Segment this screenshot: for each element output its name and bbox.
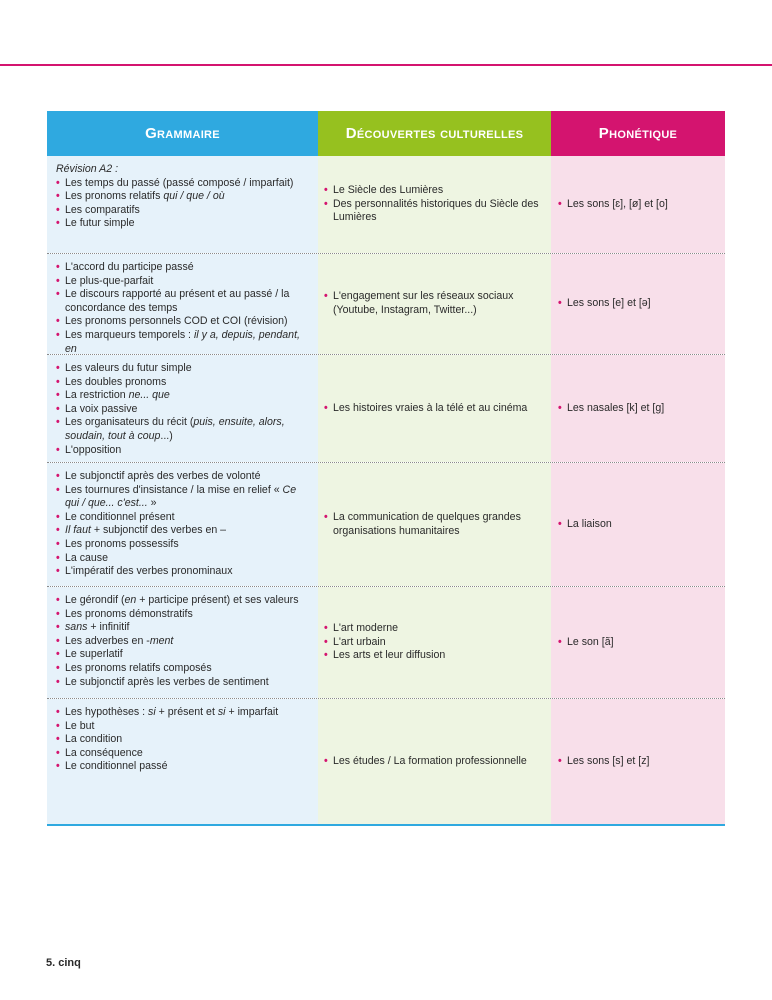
phonetique-cell (551, 587, 725, 698)
grammaire-item (56, 538, 310, 552)
phonetique-cell (551, 699, 725, 824)
text-segment: Le superlatif (65, 648, 123, 661)
text-segment: Les hypothèses : (65, 706, 149, 718)
revision-label: Révision A2 : (56, 163, 119, 175)
grammaire-item (56, 416, 310, 443)
phonetique-item: • Les sons [ɛ], [ø] et [o] (558, 198, 668, 212)
text-segment: Le but (65, 719, 95, 732)
grammaire-item (56, 389, 310, 403)
text-segment: si (217, 706, 226, 718)
text-segment: Les comparatifs (65, 203, 140, 216)
table-row (47, 156, 725, 254)
text-segment: La conséquence (65, 746, 143, 759)
text-segment: Il faut (65, 524, 91, 537)
text-segment: ment (149, 634, 174, 647)
culture-item: • Le Siècle des Lumières (324, 184, 543, 198)
culture-item: • Des personnalités historiques du Siècle des Lumières (324, 198, 543, 225)
grammaire-item (56, 177, 293, 191)
text-segment: Les doubles pronoms (65, 375, 167, 388)
page-number: 5. cinq (46, 957, 81, 969)
text-segment: » (147, 497, 157, 510)
grammaire-cell (47, 156, 318, 253)
grammaire-item (56, 511, 310, 525)
text-segment: Les pronoms relatifs composés (65, 661, 212, 674)
grammaire-item (56, 217, 293, 231)
phonetique-cell (551, 355, 725, 462)
grammaire-item (56, 470, 310, 484)
grammaire-cell (47, 587, 318, 698)
text-segment: Le conditionnel passé (65, 760, 168, 773)
text-segment: Le gérondif ( (65, 594, 125, 606)
text-segment: Le futur simple (65, 217, 135, 230)
grammaire-item (56, 648, 299, 662)
grammaire-item (56, 662, 299, 676)
grammaire-item (56, 376, 310, 390)
phonetique-item: • Les sons [s] et [z] (558, 755, 649, 769)
text-segment: ...) (160, 429, 173, 442)
text-segment: L'opposition (65, 443, 122, 456)
grammaire-item (56, 552, 310, 566)
decouvertes-cell (318, 254, 551, 354)
text-segment: puis, ensuite, alors, soudain, tout à coup (65, 416, 285, 442)
culture-item: • Les arts et leur diffusion (324, 649, 445, 663)
grammaire-item (56, 261, 310, 275)
phonetique-item: • Les nasales [k] et [g] (558, 402, 664, 416)
header-grammaire: Grammaire (47, 111, 318, 156)
text-segment: La restriction (65, 389, 129, 402)
grammaire-item (56, 190, 293, 204)
culture-item: • Les études / La formation professionnelle (324, 755, 527, 769)
text-segment: qui / que / où (163, 190, 225, 203)
text-segment: Les tournures d'insistance / la mise en relief « (65, 483, 283, 496)
grammaire-item (56, 315, 310, 329)
header-decouvertes-culturelles: Découvertes culturelles (318, 111, 551, 156)
grammaire-cell (47, 463, 318, 586)
text-segment: Les valeurs du futur simple (65, 362, 192, 374)
culture-item: • L'engagement sur les réseaux sociaux (Youtube, Instagram, Twitter...) (324, 290, 543, 317)
text-segment: Les marqueurs temporels : (65, 328, 194, 341)
phonetique-cell (551, 156, 725, 253)
text-segment: Les adverbes en - (65, 634, 150, 647)
text-segment: Le conditionnel présent (65, 510, 175, 523)
text-segment: Les pronoms personnels COD et COI (révision) (65, 315, 288, 328)
text-segment: La cause (65, 551, 108, 564)
text-segment: en (124, 594, 137, 606)
grammaire-item (56, 747, 278, 761)
grammaire-item (56, 524, 310, 538)
text-segment: + participe présent) et ses valeurs (136, 594, 299, 606)
text-segment: si (148, 706, 156, 718)
phonetique-item: • Le son [ã] (558, 636, 614, 650)
grammaire-item (56, 403, 310, 417)
grammaire-item (56, 275, 310, 289)
phonetique-item: • La liaison (558, 518, 612, 532)
text-segment: ne... que (128, 389, 170, 402)
grammaire-item (56, 720, 278, 734)
grammaire-item (56, 676, 299, 690)
text-segment: il y a, depuis, pendant, en (65, 328, 300, 355)
grammaire-cell (47, 355, 318, 462)
text-segment: Les temps du passé (passé composé / imparfait) (65, 176, 294, 189)
grammaire-item (56, 329, 310, 356)
decouvertes-cell (318, 156, 551, 253)
text-segment: + infinitif (87, 621, 130, 634)
text-segment: Les pronoms relatifs (65, 190, 164, 203)
text-segment: Le plus-que-parfait (65, 274, 154, 287)
header-phonetique: Phonétique (551, 111, 725, 156)
text-segment: Ce qui / que... c'est... (65, 483, 297, 510)
phonetique-item: • Les sons [e] et [ə] (558, 297, 651, 311)
decouvertes-cell (318, 463, 551, 586)
table-row (47, 463, 725, 587)
text-segment: Le discours rapporté au présent et au passé / la concordance des temps (65, 288, 290, 314)
text-segment: Le subjonctif après les verbes de sentiment (65, 675, 269, 688)
culture-item: • La communication de quelques grandes organisations humanitaires (324, 511, 543, 538)
text-segment: L'impératif des verbes pronominaux (65, 565, 233, 578)
grammaire-item (56, 706, 278, 720)
grammaire-cell (47, 254, 318, 354)
grammaire-cell (47, 699, 318, 824)
table-row (47, 355, 725, 463)
table-header (47, 111, 725, 156)
table-row (47, 254, 725, 355)
table-row (47, 587, 725, 699)
table-body (47, 156, 725, 826)
culture-item: • L'art urbain (324, 636, 445, 650)
text-segment: L'accord du participe passé (65, 261, 194, 273)
table-row (47, 699, 725, 826)
culture-item: • Les histoires vraies à la télé et au cinéma (324, 402, 527, 416)
grammaire-item (56, 608, 299, 622)
culture-item: • L'art moderne (324, 622, 445, 636)
phonetique-cell (551, 463, 725, 586)
top-rule (0, 64, 772, 66)
contents-table (47, 111, 725, 826)
decouvertes-cell (318, 699, 551, 824)
grammaire-item (56, 163, 293, 177)
grammaire-item (56, 362, 310, 376)
grammaire-item (56, 594, 299, 608)
grammaire-item (56, 204, 293, 218)
decouvertes-cell (318, 355, 551, 462)
text-segment: Les organisateurs du récit ( (65, 416, 194, 429)
grammaire-item (56, 733, 278, 747)
grammaire-item (56, 635, 299, 649)
grammaire-item (56, 760, 278, 774)
text-segment: sans (65, 621, 88, 634)
text-segment: La condition (65, 733, 123, 746)
text-segment: + imparfait (225, 706, 279, 718)
phonetique-cell (551, 254, 725, 354)
text-segment: La voix passive (65, 402, 138, 415)
grammaire-item (56, 288, 310, 315)
text-segment: Le subjonctif après des verbes de volonté (65, 470, 261, 482)
text-segment: Les pronoms démonstratifs (65, 607, 193, 620)
decouvertes-cell (318, 587, 551, 698)
grammaire-item (56, 565, 310, 579)
text-segment: + présent et (155, 706, 218, 718)
grammaire-item (56, 484, 310, 511)
grammaire-item (56, 444, 310, 458)
grammaire-item (56, 621, 299, 635)
text-segment: Les pronoms possessifs (65, 537, 179, 550)
text-segment: + subjonctif des verbes en – (90, 524, 227, 537)
